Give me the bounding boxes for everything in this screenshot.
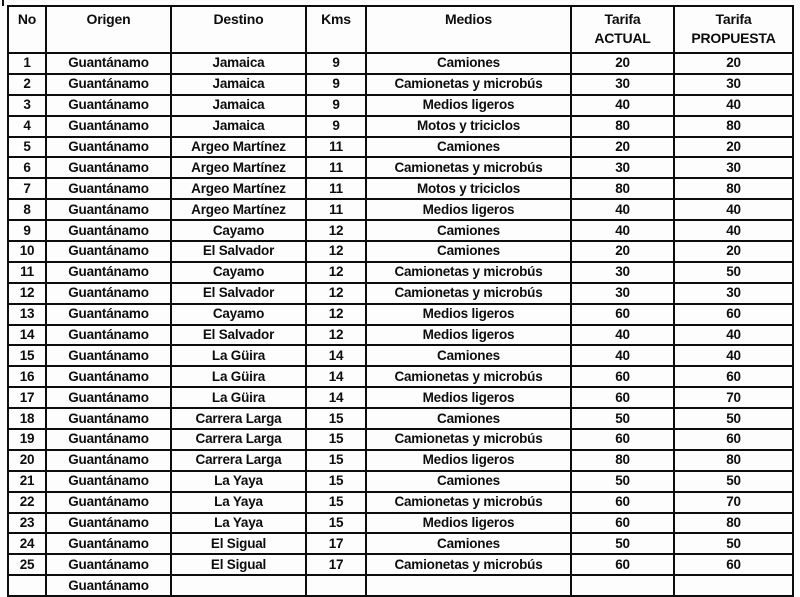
table-row — [8, 429, 793, 450]
cell-kms: 15 — [306, 492, 366, 513]
cell-tarifa_propuesta: 40 — [674, 95, 793, 116]
cell-no: 7 — [8, 178, 46, 199]
cell-origen: Guantánamo — [46, 304, 171, 325]
cell-kms: 12 — [306, 325, 366, 346]
cell-no: 13 — [8, 304, 46, 325]
cell-kms: 11 — [306, 178, 366, 199]
cell-kms: 12 — [306, 304, 366, 325]
cell-medios — [366, 575, 571, 596]
cell-tarifa_actual: 60 — [571, 492, 674, 513]
cell-kms: 17 — [306, 554, 366, 575]
table-row — [8, 408, 793, 429]
cell-no: 10 — [8, 241, 46, 262]
cell-medios: Camiones — [366, 345, 571, 366]
cell-origen: Guantánamo — [46, 157, 171, 178]
header-label: Destino — [213, 11, 264, 27]
cell-destino: Jamaica — [171, 74, 306, 95]
cell-kms: 15 — [306, 450, 366, 471]
cell-destino: El Sigual — [171, 554, 306, 575]
table-row — [8, 513, 793, 534]
cell-tarifa_actual: 30 — [571, 74, 674, 95]
cell-no: 6 — [8, 157, 46, 178]
cell-tarifa_actual: 20 — [571, 53, 674, 74]
cell-no: 11 — [8, 262, 46, 283]
column-header-tarifa-actual — [571, 6, 674, 53]
cell-medios: Motos y triciclos — [366, 178, 571, 199]
cell-destino: La Yaya — [171, 471, 306, 492]
cell-medios: Medios ligeros — [366, 325, 571, 346]
cell-origen: Guantánamo — [46, 429, 171, 450]
table-row — [8, 157, 793, 178]
header-label: Medios — [444, 11, 493, 27]
cell-kms: 11 — [306, 199, 366, 220]
cell-tarifa_actual — [571, 575, 674, 596]
cell-tarifa_propuesta: 20 — [674, 241, 793, 262]
cell-medios: Camionetas y microbús — [366, 74, 571, 95]
cell-tarifa_propuesta: 50 — [674, 262, 793, 283]
cell-tarifa_actual: 50 — [571, 471, 674, 492]
cell-tarifa_propuesta: 30 — [674, 74, 793, 95]
cell-kms: 14 — [306, 345, 366, 366]
table-row — [8, 345, 793, 366]
cell-tarifa_actual: 80 — [571, 116, 674, 137]
cell-tarifa_propuesta: 80 — [674, 450, 793, 471]
cell-tarifa_propuesta: 40 — [674, 199, 793, 220]
table-row — [8, 533, 793, 554]
cell-no: 2 — [8, 74, 46, 95]
table-row — [8, 471, 793, 492]
cell-tarifa_propuesta: 50 — [674, 471, 793, 492]
cell-kms: 9 — [306, 116, 366, 137]
cell-no: 8 — [8, 199, 46, 220]
cell-no: 9 — [8, 220, 46, 241]
cell-destino: Carrera Larga — [171, 408, 306, 429]
cell-tarifa_propuesta: 30 — [674, 283, 793, 304]
cell-origen: Guantánamo — [46, 325, 171, 346]
cell-tarifa_propuesta: 50 — [674, 533, 793, 554]
table-row — [8, 137, 793, 158]
table-row — [8, 241, 793, 262]
cell-tarifa_actual: 60 — [571, 429, 674, 450]
table-row — [8, 283, 793, 304]
cell-tarifa_actual: 60 — [571, 554, 674, 575]
column-header-no — [8, 6, 46, 53]
cell-origen: Guantánamo — [46, 241, 171, 262]
table-row — [8, 74, 793, 95]
table-body — [8, 53, 793, 596]
cell-tarifa_propuesta: 60 — [674, 366, 793, 387]
cell-no: 19 — [8, 429, 46, 450]
cell-tarifa_actual: 30 — [571, 283, 674, 304]
cell-destino: Cayamo — [171, 220, 306, 241]
cell-origen: Guantánamo — [46, 53, 171, 74]
cell-tarifa_actual: 50 — [571, 408, 674, 429]
cell-kms: 15 — [306, 408, 366, 429]
cell-tarifa_propuesta: 70 — [674, 492, 793, 513]
cell-medios: Medios ligeros — [366, 95, 571, 116]
table-row — [8, 220, 793, 241]
cell-kms: 17 — [306, 533, 366, 554]
cell-tarifa_propuesta: 40 — [674, 325, 793, 346]
table-row — [8, 53, 793, 74]
cell-origen: Guantánamo — [46, 387, 171, 408]
column-header-kms — [306, 6, 366, 53]
cell-origen: Guantánamo — [46, 74, 171, 95]
cell-tarifa_propuesta: 80 — [674, 513, 793, 534]
header-sublabel: PROPUESTA — [691, 30, 776, 46]
cell-tarifa_actual: 30 — [571, 157, 674, 178]
cell-tarifa_propuesta: 60 — [674, 304, 793, 325]
cell-medios: Camiones — [366, 533, 571, 554]
cell-medios: Camiones — [366, 408, 571, 429]
cell-no — [8, 575, 46, 596]
cell-tarifa_actual: 80 — [571, 178, 674, 199]
cell-origen: Guantánamo — [46, 283, 171, 304]
cell-medios: Camiones — [366, 471, 571, 492]
column-header-destino — [171, 6, 306, 53]
cell-medios: Camiones — [366, 220, 571, 241]
cell-destino: Argeo Martínez — [171, 178, 306, 199]
cell-tarifa_propuesta: 50 — [674, 408, 793, 429]
partial-table-row — [8, 575, 793, 596]
cell-tarifa_actual: 40 — [571, 95, 674, 116]
table-row — [8, 492, 793, 513]
table-row — [8, 199, 793, 220]
cell-tarifa_propuesta — [674, 575, 793, 596]
cell-tarifa_actual: 40 — [571, 220, 674, 241]
table-row — [8, 450, 793, 471]
cell-kms: 14 — [306, 387, 366, 408]
cell-no: 4 — [8, 116, 46, 137]
cell-origen: Guantánamo — [46, 575, 171, 596]
table-header — [8, 6, 793, 53]
cell-no: 16 — [8, 366, 46, 387]
header-label: Kms — [321, 11, 351, 27]
header-sublabel: ACTUAL — [594, 30, 651, 46]
cell-tarifa_actual: 40 — [571, 345, 674, 366]
table-row — [8, 178, 793, 199]
cell-origen: Guantánamo — [46, 137, 171, 158]
cell-origen: Guantánamo — [46, 116, 171, 137]
cell-tarifa_propuesta: 20 — [674, 137, 793, 158]
column-header-origen — [46, 6, 171, 53]
cell-medios: Motos y triciclos — [366, 116, 571, 137]
cell-medios: Medios ligeros — [366, 304, 571, 325]
cell-destino: Jamaica — [171, 53, 306, 74]
cell-tarifa_propuesta: 80 — [674, 178, 793, 199]
column-header-tarifa-propuesta — [674, 6, 793, 53]
cell-kms: 12 — [306, 283, 366, 304]
table-row — [8, 387, 793, 408]
cell-medios: Medios ligeros — [366, 199, 571, 220]
header-label: Tarifa — [715, 11, 752, 27]
cell-kms: 15 — [306, 513, 366, 534]
cell-origen: Guantánamo — [46, 450, 171, 471]
cell-tarifa_actual: 60 — [571, 387, 674, 408]
cell-medios: Camionetas y microbús — [366, 262, 571, 283]
cell-origen: Guantánamo — [46, 533, 171, 554]
table-row — [8, 116, 793, 137]
cell-tarifa_actual: 30 — [571, 262, 674, 283]
cell-destino: Argeo Martínez — [171, 199, 306, 220]
cell-tarifa_propuesta: 60 — [674, 429, 793, 450]
cell-no: 24 — [8, 533, 46, 554]
cell-medios: Camionetas y microbús — [366, 366, 571, 387]
cell-tarifa_actual: 60 — [571, 304, 674, 325]
cell-kms: 15 — [306, 429, 366, 450]
cell-medios: Camiones — [366, 53, 571, 74]
table-row — [8, 262, 793, 283]
cell-destino: Cayamo — [171, 304, 306, 325]
cell-destino — [171, 575, 306, 596]
cell-medios: Camionetas y microbús — [366, 492, 571, 513]
cell-destino: Cayamo — [171, 262, 306, 283]
cell-tarifa_propuesta: 80 — [674, 116, 793, 137]
cell-kms: 12 — [306, 220, 366, 241]
cell-origen: Guantánamo — [46, 554, 171, 575]
cell-tarifa_actual: 80 — [571, 450, 674, 471]
cell-no: 18 — [8, 408, 46, 429]
header-label: Tarifa — [604, 11, 641, 27]
cell-tarifa_actual: 40 — [571, 325, 674, 346]
column-header-medios — [366, 6, 571, 53]
cell-tarifa_propuesta: 30 — [674, 157, 793, 178]
cell-kms: 11 — [306, 137, 366, 158]
cell-destino: La Yaya — [171, 513, 306, 534]
cropped-row-edge-fragment — [2, 0, 4, 6]
header-label: No — [17, 11, 37, 27]
cell-no: 12 — [8, 283, 46, 304]
cell-no: 3 — [8, 95, 46, 116]
cell-no: 25 — [8, 554, 46, 575]
table-row — [8, 95, 793, 116]
cell-no: 17 — [8, 387, 46, 408]
cell-tarifa_propuesta: 40 — [674, 220, 793, 241]
cell-destino: La Güira — [171, 387, 306, 408]
cell-destino: El Sigual — [171, 533, 306, 554]
cell-tarifa_actual: 60 — [571, 366, 674, 387]
cell-origen: Guantánamo — [46, 199, 171, 220]
cell-destino: El Salvador — [171, 283, 306, 304]
cell-medios: Camionetas y microbús — [366, 429, 571, 450]
table-row — [8, 304, 793, 325]
cell-no: 1 — [8, 53, 46, 74]
cell-origen: Guantánamo — [46, 513, 171, 534]
cell-no: 15 — [8, 345, 46, 366]
cell-kms: 15 — [306, 471, 366, 492]
cell-origen: Guantánamo — [46, 178, 171, 199]
cell-tarifa_actual: 20 — [571, 241, 674, 262]
cell-medios: Camionetas y microbús — [366, 554, 571, 575]
cell-no: 22 — [8, 492, 46, 513]
cell-destino: La Güira — [171, 345, 306, 366]
cell-tarifa_actual: 60 — [571, 513, 674, 534]
cell-destino: El Salvador — [171, 325, 306, 346]
cell-no: 21 — [8, 471, 46, 492]
cell-kms: 11 — [306, 157, 366, 178]
cell-kms: 12 — [306, 241, 366, 262]
cell-origen: Guantánamo — [46, 492, 171, 513]
header-row — [8, 6, 793, 53]
cell-medios: Medios ligeros — [366, 513, 571, 534]
cell-destino: El Salvador — [171, 241, 306, 262]
table-row — [8, 554, 793, 575]
cell-tarifa_actual: 40 — [571, 199, 674, 220]
cell-kms: 9 — [306, 53, 366, 74]
cell-kms — [306, 575, 366, 596]
cell-origen: Guantánamo — [46, 95, 171, 116]
cell-destino: Argeo Martínez — [171, 137, 306, 158]
header-label: Origen — [86, 11, 131, 27]
cell-destino: Carrera Larga — [171, 429, 306, 450]
cell-no: 5 — [8, 137, 46, 158]
cell-origen: Guantánamo — [46, 345, 171, 366]
cell-destino: La Yaya — [171, 492, 306, 513]
cell-origen: Guantánamo — [46, 471, 171, 492]
cell-kms: 12 — [306, 262, 366, 283]
cell-medios: Camiones — [366, 137, 571, 158]
cell-destino: Jamaica — [171, 95, 306, 116]
cell-destino: Carrera Larga — [171, 450, 306, 471]
cell-medios: Camiones — [366, 241, 571, 262]
cell-medios: Medios ligeros — [366, 387, 571, 408]
cell-kms: 9 — [306, 95, 366, 116]
cell-no: 23 — [8, 513, 46, 534]
cell-destino: Argeo Martínez — [171, 157, 306, 178]
table-row — [8, 366, 793, 387]
cell-origen: Guantánamo — [46, 262, 171, 283]
cell-tarifa_actual: 50 — [571, 533, 674, 554]
tariff-table — [7, 5, 794, 597]
cell-medios: Camionetas y microbús — [366, 283, 571, 304]
cell-tarifa_actual: 20 — [571, 137, 674, 158]
cell-tarifa_propuesta: 40 — [674, 345, 793, 366]
cell-origen: Guantánamo — [46, 220, 171, 241]
table-row — [8, 325, 793, 346]
cell-kms: 9 — [306, 74, 366, 95]
cell-no: 14 — [8, 325, 46, 346]
cell-tarifa_propuesta: 70 — [674, 387, 793, 408]
cell-kms: 14 — [306, 366, 366, 387]
cell-destino: Jamaica — [171, 116, 306, 137]
cell-destino: La Güira — [171, 366, 306, 387]
cell-no: 20 — [8, 450, 46, 471]
cell-origen: Guantánamo — [46, 408, 171, 429]
cell-tarifa_propuesta: 60 — [674, 554, 793, 575]
cell-medios: Camionetas y microbús — [366, 157, 571, 178]
cell-medios: Medios ligeros — [366, 450, 571, 471]
cell-origen: Guantánamo — [46, 366, 171, 387]
cell-tarifa_propuesta: 20 — [674, 53, 793, 74]
